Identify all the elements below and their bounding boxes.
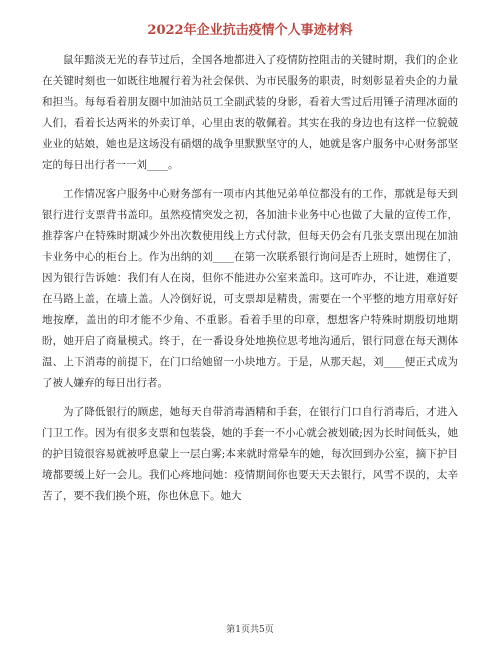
- page-number-footer: 第1页共5页: [226, 625, 274, 635]
- document-title: 2022年企业抗击疫情个人事迹材料: [147, 23, 353, 38]
- paragraph-2: 工作情况客户服务中心财务部有一项市内其他兄弟单位都没有的工作，那就是每天到银行进行支票背书盖印。虽然疫情突发之初，各加油卡业务中心也做了大量的宣传工作，推荐客户在特殊时期减少外出次数使用线上方式付款，但每天仍会有几张支票出现在加油卡业务中心的柜台上。作为出纳的刘____在第一次联系银行询问是否上班时，她愣住了，因为银行告诉她：我们有人在岗，但你不能进办公室来盖印。这可咋办，不让进，难道要在马路上盖，在墙上盖。人冷倒好说，可支票却是精贵，需要在一个平整的地方用章好好地按摩，盖出的印才能不少角、不重影。看着手里的印章，想想客户特殊时期殷切地期盼，她开启了商量模式。终于，在一番设身处地换位思考地沟通后，银行同意在每天测体温、上下消毒的前提下，在门口给她留一小块地方。于是，从那天起，刘____便正式成为了被人嫌弃的每日出行者。: [42, 188, 458, 389]
- paragraph-3: 为了降低银行的顾虑，她每天自带消毒酒精和手套，在银行门口自行消毒后，才进入门卫工作。因为有很多支票和包装袋，她的手套一不小心就会被划破;因为长时间低头，她的护目镜很容易就被呼息蒙上一层白雾;本来就时常晕车的她，每次回到办公室，摘下护目境都要缓上好一会儿。我们心疼地问她：疫情期间你也要天天去银行，风雪不误的，太辛苦了，要不我们换个班，你也休息下。她大: [42, 406, 458, 502]
- paragraph-1: 鼠年黯淡无光的春节过后，全国各地都进入了疫情防控阻击的关键时期，我们的企业在关键时刻也一如既往地履行着为社会保供、为市民服务的职责，时刻彰显着央企的力量和担当。每每看着朋友圈中加油站员工全副武装的身影，看着大雪过后用锤子清理冰面的人们，看着长达两米的外卖订单，心里由衷的敬佩着。其实在我的身边也有这样一位貌兢业业的姑娘，她也是这场没有硝烟的战争里默默坚守的人，她就是客户服务中心财务部坚定的每日出行者一一刘____。: [42, 54, 458, 171]
